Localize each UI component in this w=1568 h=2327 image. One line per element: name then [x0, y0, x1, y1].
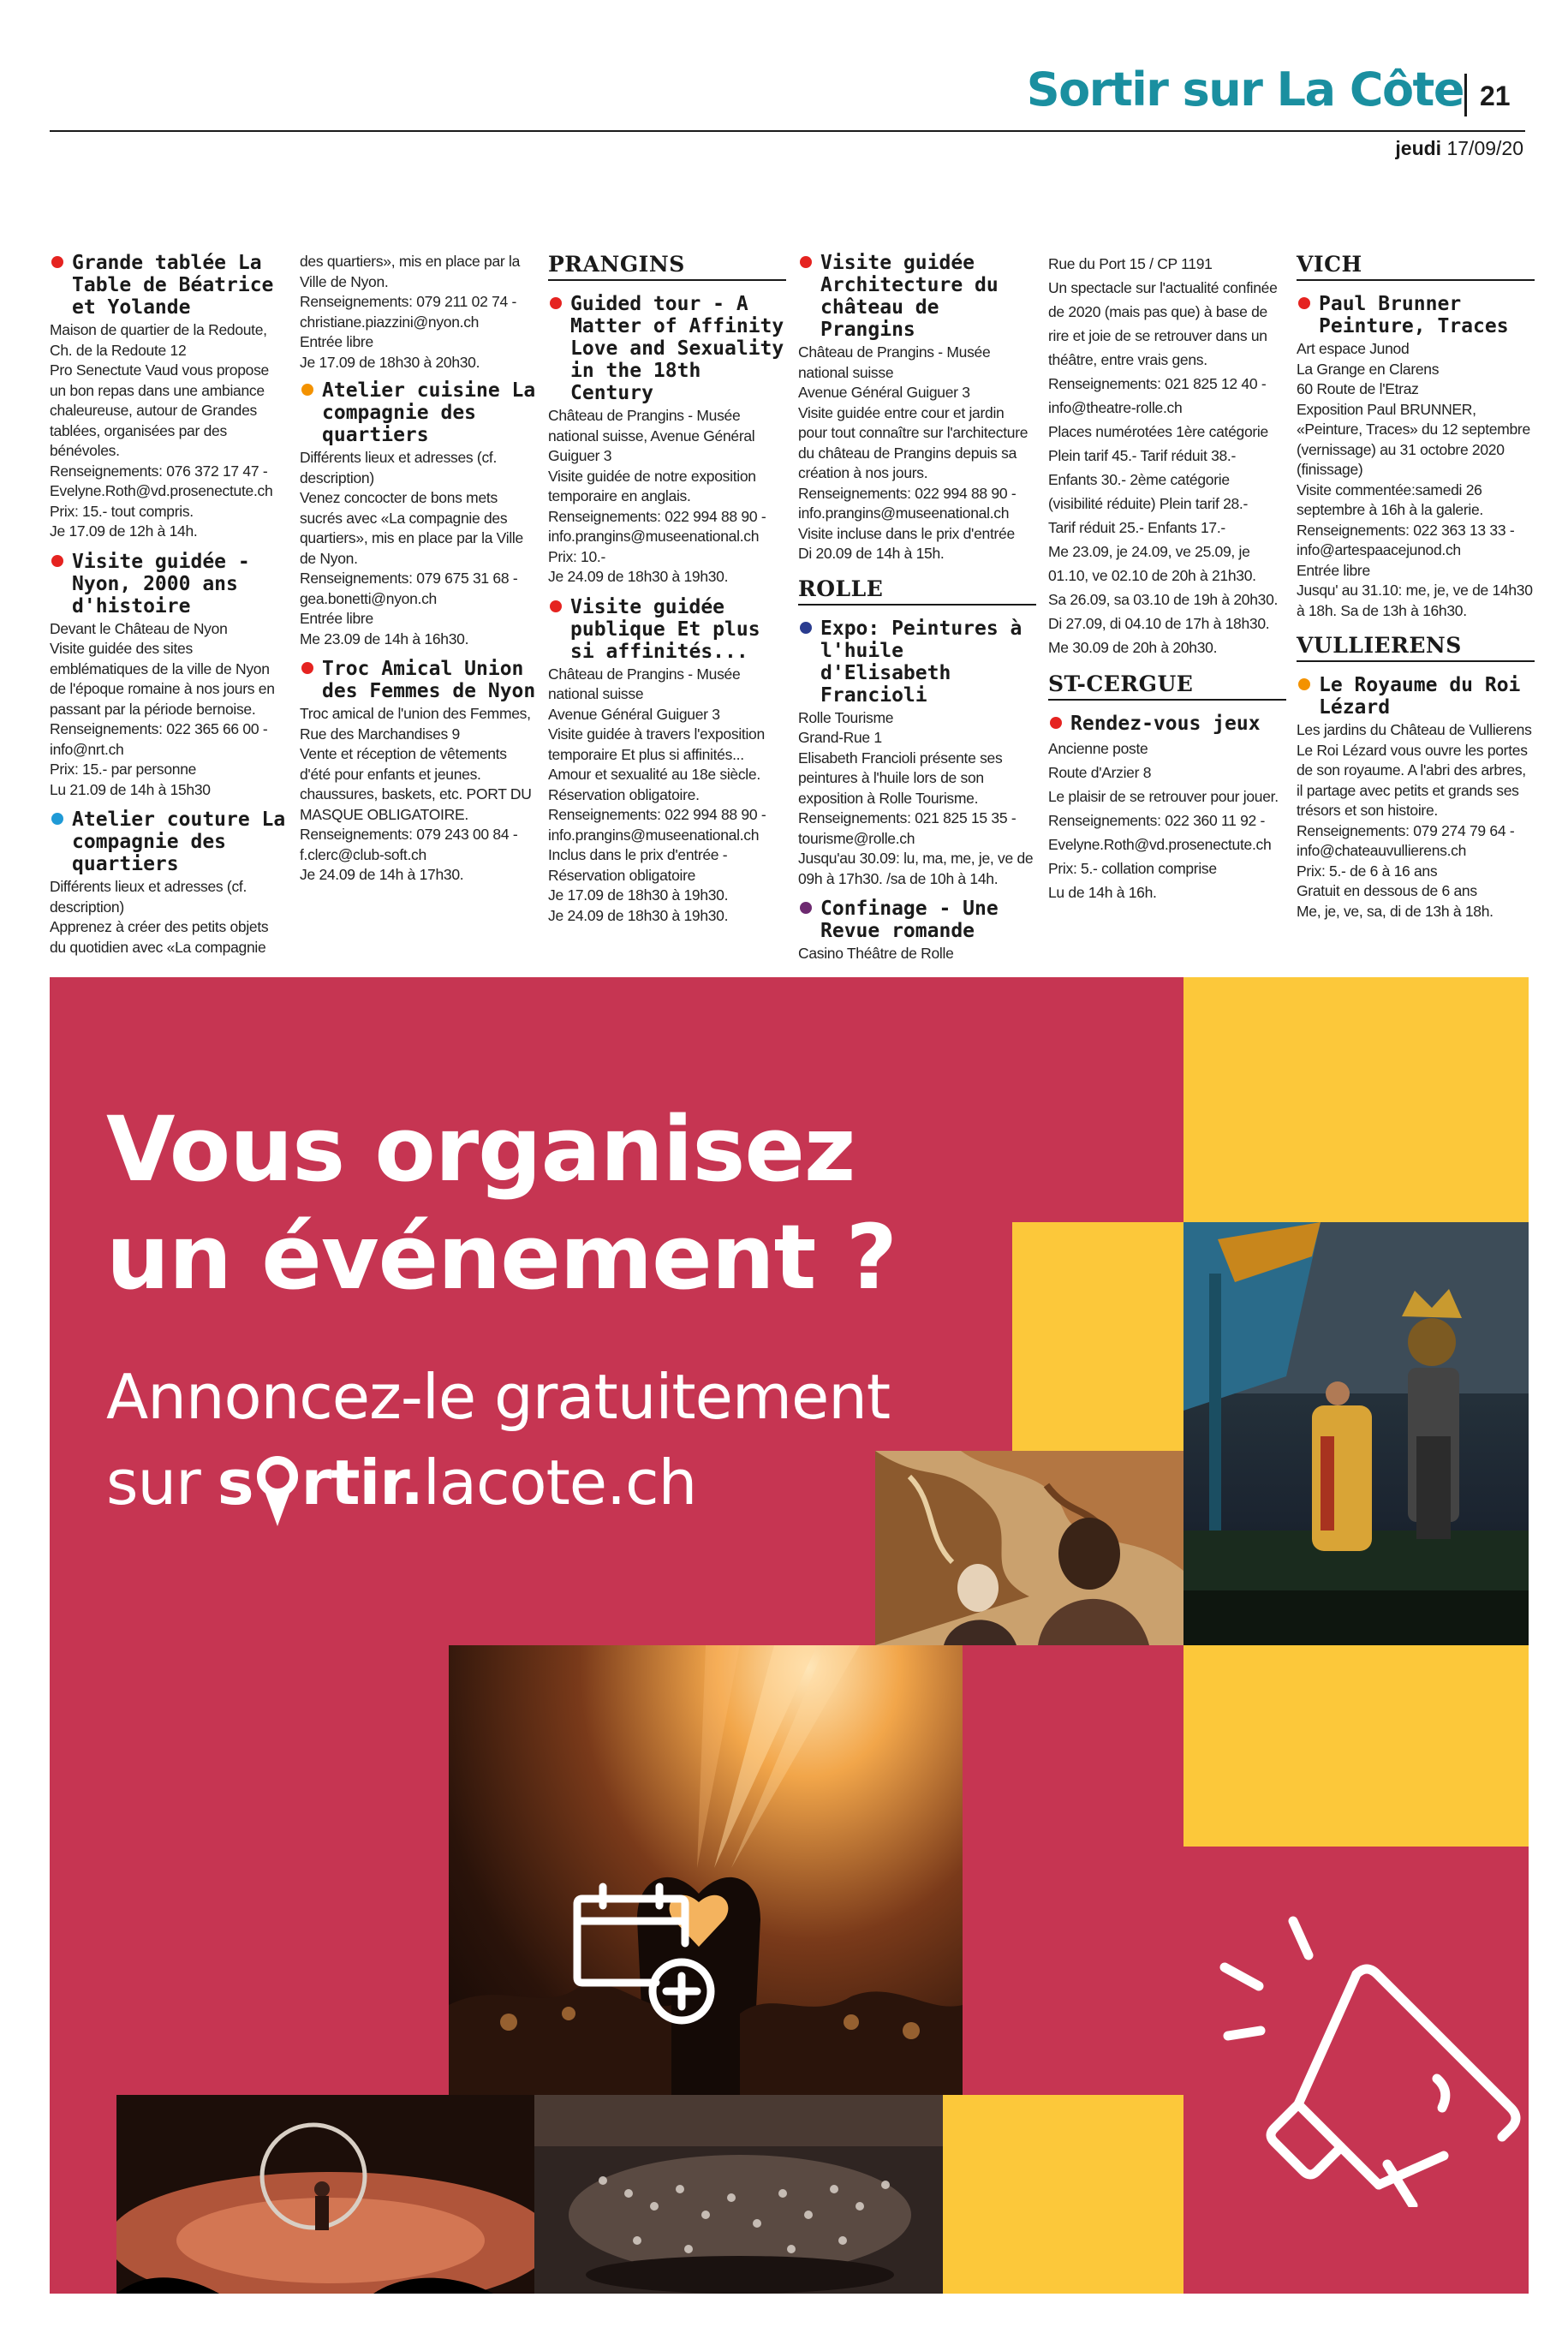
event-details: Ancienne poste Route d'Arzier 8 Le plaisir de se retrouver pour jouer. Renseignements: 022 360 11 92 - Evelyne.Roth@vd.prosenectute.ch Prix: 5.- collation comprise Lu de 14h à 16h. [1048, 740, 1279, 901]
category-dot-icon [800, 902, 812, 914]
ad-subline-line-1: Annoncez-le gratuitement [106, 1361, 891, 1433]
issue-day: jeudi [1395, 137, 1442, 159]
event-grande-tablee [50, 252, 288, 542]
header-rule [50, 130, 1525, 132]
photo-museum-visitors [875, 1451, 1183, 1645]
brand-domain: lacote.ch [422, 1447, 697, 1519]
event-title [548, 293, 786, 404]
listing-column-5 [1048, 252, 1286, 913]
photo-concert-crowd [449, 1645, 963, 2095]
event-title [50, 551, 288, 618]
event-visite-architecture [798, 252, 1036, 564]
ad-brand-line[interactable] [106, 1440, 890, 1525]
photo-orchestra [534, 2095, 943, 2294]
advertisement-sortir[interactable] [50, 977, 1529, 2294]
section-title: Sortir sur La Côte [1026, 63, 1464, 116]
event-title-text: Visite guidée publique Et plus si affinités... [570, 595, 760, 663]
category-dot-icon [51, 813, 63, 825]
event-details: Troc amical de l'union des Femmes, Rue des Marchandises 9 Vente et réception de vêtements d'été pour enfants et jeunes. chaussures, baskets, etc. PORT DU MASQUE OBLIGATOIRE. Renseignements: 079 243 00 84 - f.clerc@club-soft.ch Je 24.09 de 14h à 17h30. [300, 705, 532, 883]
event-details: Art espace Junod La Grange en Clarens 60 Route de l'Etraz Exposition Paul BRUNNER, «Peinture, Traces» du 12 septembre (vernissage) au 31 octobre 2020 (finissage) Visite commentée:samedi 26 septembre à 16h à la galerie. Renseignements: 022 363 13 33 - info@artespaacejunod.ch Entrée libre Jusqu' au 31.10: me, je, ve de 14h30 à 18h. Sa de 13h à 16h30. [1297, 340, 1533, 619]
listing-column-1 [50, 252, 288, 966]
yellow-block [1183, 977, 1529, 1222]
photo-circus-hoop [116, 2095, 534, 2294]
listing-column-6 [1297, 252, 1535, 930]
issue-date [1395, 139, 1523, 158]
event-expo-francioli [798, 618, 1036, 890]
category-dot-icon [800, 256, 812, 268]
event-title-text: Atelier cuisine La compagnie des quartiers [322, 379, 536, 446]
listing-column-3 [548, 252, 786, 934]
event-title-text: Troc Amical Union des Femmes de Nyon [322, 658, 536, 702]
calendar-plus-icon [572, 1882, 718, 2027]
ad-headline-line-2: un événement ? [106, 1205, 897, 1310]
event-details: Différents lieux et adresses (cf. description) Venez concocter de bons mets sucrés avec «La compagnie des quartiers», mis en place par la Ville de Nyon. Renseignements: 079 675 31 68 - gea.bonetti@nyon.ch Entrée libre Me 23.09 de 14h à 16h30. [300, 449, 523, 647]
event-details: Les jardins du Château de Vullierens Le Roi Lézard vous ouvre les portes de son royaume. A l'abri des arbres, il partage avec petits et grands ses trésors et son histoire. Renseignements: 079 274 79 64 - info@chateauvullierens.ch Prix: 5.- de 6 à 16 ans Gratuit en dessous de 6 ans Me, je, ve, sa, di de 13h à 18h. [1297, 721, 1532, 920]
event-details: Différents lieux et adresses (cf. description) Apprenez à créer des petits objets du quotidien avec «La compagnie [50, 878, 269, 956]
listing-column-2 [300, 252, 538, 894]
event-troc-amical [300, 658, 538, 886]
event-title-text: Confinage - Une Revue romande [820, 898, 999, 942]
event-continued-text: des quartiers», mis en place par la Ville de Nyon. Renseignements: 079 211 02 74 - christiane.piazzini@nyon.ch Entrée libre Je 17.09 de 18h30 à 20h30. [300, 253, 520, 371]
event-confinage [798, 898, 1036, 964]
ad-headline-line-1: Vous organisez [106, 1097, 856, 1202]
event-title-text: Paul Brunner Peinture, Traces [1319, 293, 1509, 337]
event-title [548, 596, 786, 663]
section-heading-vullierens: VULLIERENS [1297, 633, 1535, 662]
event-title [300, 658, 538, 702]
event-atelier-couture [50, 808, 288, 958]
event-title [798, 618, 1036, 707]
page-number: 21 [1480, 81, 1511, 111]
yellow-block [1012, 1222, 1183, 1451]
category-dot-icon [1298, 297, 1310, 309]
category-dot-icon [1050, 717, 1062, 729]
event-title [798, 252, 1036, 341]
ad-subline [106, 1354, 890, 1525]
event-title-text: Guided tour - A Matter of Affinity Love and Sexuality in the 18th Century [570, 293, 784, 404]
event-title-text: Rendez-vous jeux [1070, 713, 1261, 735]
event-atelier-cuisine [300, 379, 538, 649]
event-title-text: Visite guidée - Nyon, 2000 ans d'histoire [72, 550, 250, 618]
brand-prefix: sur [106, 1447, 200, 1519]
event-title-text: Visite guidée Architecture du château de Prangins [820, 252, 999, 341]
event-guided-tour [548, 293, 786, 588]
event-title [1048, 713, 1286, 735]
event-paul-brunner [1297, 293, 1535, 621]
event-visite-nyon [50, 551, 288, 801]
category-dot-icon [51, 256, 63, 268]
event-title-text: Grande tablée La Table de Béatrice et Yolande [72, 252, 274, 319]
event-details: Casino Théâtre de Rolle [798, 945, 954, 962]
event-details: Château de Prangins - Musée national suisse Avenue Général Guiguer 3 Visite guidée à travers l'exposition temporaire Et plus si affinités... Amour et sexualité au 18e siècle. Réservation obligatoire. Renseignements: 022 994 88 90 - info.prangins@museenational.ch Inclus dans le prix d'entrée - Réservation obligatoire Je 17.09 de 18h30 à 19h30. Je 24.09 de 18h30 à 19h30. [548, 665, 766, 924]
event-details: Devant le Château de Nyon Visite guidée des sites emblématiques de la ville de Nyon de l'époque romaine à nos jours en passant par la période bernoise. Renseignements: 022 365 66 00 - info@nrt.ch Prix: 15.- par personne Lu 21.09 de 14h à 15h30 [50, 619, 275, 798]
event-visite-affinites [548, 596, 786, 927]
event-title-text: Le Royaume du Roi Lézard [1319, 674, 1521, 719]
section-heading-vich: VICH [1297, 252, 1535, 281]
event-title [50, 252, 288, 319]
photo-theatre-performance [1183, 1222, 1529, 1645]
listing-column-4 [798, 252, 1036, 973]
category-dot-icon [550, 600, 562, 612]
category-dot-icon [51, 555, 63, 567]
event-roi-lezard [1297, 674, 1535, 922]
category-dot-icon [550, 297, 562, 309]
megaphone-icon [1219, 1907, 1529, 2207]
ad-headline [106, 1095, 897, 1311]
section-heading-prangins: PRANGINS [548, 252, 786, 281]
category-dot-icon [800, 622, 812, 634]
category-dot-icon [301, 384, 313, 396]
event-details: Rolle Tourisme Grand-Rue 1 Elisabeth Francioli présente ses peintures à l'huile lors de son exposition à Rolle Tourisme. Renseignements: 021 825 15 35 - tourisme@rolle.ch Jusqu'au 30.09: lu, ma, me, je, ve de 09h à 17h30. /sa de 10h à 14h. [798, 708, 1034, 887]
event-title [1297, 674, 1535, 719]
header-separator [1464, 74, 1467, 116]
yellow-block [1183, 1645, 1529, 1847]
yellow-block [943, 2095, 1183, 2294]
event-title [1297, 293, 1535, 337]
issue-date-value: 17/09/20 [1446, 137, 1523, 159]
location-pin-icon [255, 1458, 300, 1504]
event-title-text: Atelier couture La compagnie des quartiers [72, 808, 286, 875]
category-dot-icon [301, 662, 313, 674]
brand-name: rtir. [301, 1447, 423, 1519]
brand-letter-s: s [217, 1447, 253, 1519]
event-details: Château de Prangins - Musée national suisse, Avenue Général Guiguer 3 Visite guidée de notre exposition temporaire en anglais. Renseignements: 022 994 88 90 - info.prangins@museenational.ch Prix: 10.- Je 24.09 de 18h30 à 19h30. [548, 407, 766, 585]
event-rendez-vous-jeux [1048, 713, 1286, 904]
event-details: Château de Prangins - Musée national suisse Avenue Général Guiguer 3 Visite guidée entre cour et jardin pour tout connaître sur l'architecture du château de Prangins depuis sa création à nos jours. Renseignements: 022 994 88 90 - info.prangins@museenational.ch Visite incluse dans le prix d'entrée Di 20.09 de 14h à 15h. [798, 343, 1028, 562]
event-details: Maison de quartier de la Redoute, Ch. de la Redoute 12 Pro Senectute Vaud vous propose un bon repas dans une ambiance chaleureuse, autour de Grandes tablées, organisées par des bénévoles. Renseignements: 076 372 17 47 - Evelyne.Roth@vd.prosenectute.ch Prix: 15.- tout compris. Je 17.09 de 12h à 14h. [50, 321, 273, 540]
event-continued-text: Rue du Port 15 / CP 1191 Un spectacle sur l'actualité confinée de 2020 (mais pas que) à base de rire et joie de se retrouver dans un théâtre, entre vrais gens. Renseignements: 021 825 12 40 - info@theatre-rolle.ch Places numérotées 1ère catégorie Plein tarif 45.- Tarif réduit 38.- Enfants 30.- 2ème catégorie (visibilité réduite) Plein tarif 28.- Tarif réduit 25.- Enfants 17.- Me 23.09, je 24.09, ve 25.09, je 01.10, ve 02.10 de 20h à 21h30. Sa 26.09, sa 03.10 de 19h à 20h30. Di 27.09, di 04.10 de 17h à 18h30. Me 30.09 de 20h à 20h30. [1048, 255, 1279, 656]
event-title [50, 808, 288, 875]
section-heading-st-cergue: ST-CERGUE [1048, 671, 1286, 701]
category-dot-icon [1298, 678, 1310, 690]
section-heading-rolle: ROLLE [798, 576, 1036, 606]
event-title [798, 898, 1036, 942]
event-title-text: Expo: Peintures à l'huile d'Elisabeth Francioli [820, 617, 1022, 707]
event-title [300, 379, 538, 446]
